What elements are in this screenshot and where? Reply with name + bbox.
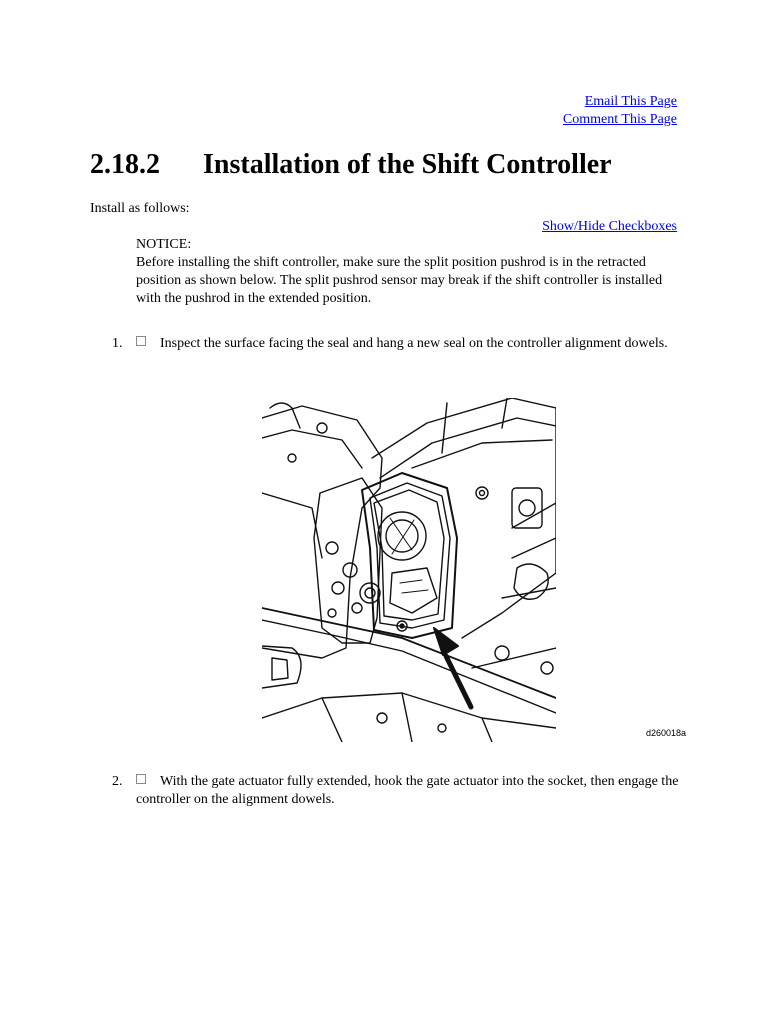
step-text: Inspect the surface facing the seal and hang a new seal on the controller alignment dowels. (160, 336, 668, 351)
intro-text: Install as follows: (90, 201, 190, 216)
shift-controller-illustration (262, 398, 556, 742)
notice-text: Before installing the shift controller, make sure the split position pushrod is in the retracted position as shown below. The split pushrod sensor may break if the shift controller is installed with the pushrod in the extended position. (136, 255, 663, 306)
step-item-2 (112, 773, 682, 809)
notice-label: NOTICE: (136, 237, 192, 252)
page-title (90, 148, 612, 182)
page-actions (563, 93, 677, 129)
step-number: 2. (112, 774, 123, 789)
email-page-link[interactable]: Email This Page (584, 94, 677, 109)
figure-caption: d260018a (646, 728, 687, 738)
step-text: With the gate actuator fully extended, hook the gate actuator into the socket, then engage the controller on the alignment dowels. (136, 774, 679, 807)
section-number: 2.18.2 (90, 149, 160, 180)
step-checkbox[interactable] (136, 774, 146, 784)
notice-block (136, 236, 676, 308)
section-title: Installation of the Shift Controller (203, 149, 612, 180)
comment-page-link[interactable]: Comment This Page (562, 112, 677, 127)
step-item-1 (112, 335, 682, 353)
step-checkbox[interactable] (136, 336, 146, 346)
step-number: 1. (112, 336, 123, 351)
toggle-checkboxes-link[interactable]: Show/Hide Checkboxes (542, 219, 677, 234)
